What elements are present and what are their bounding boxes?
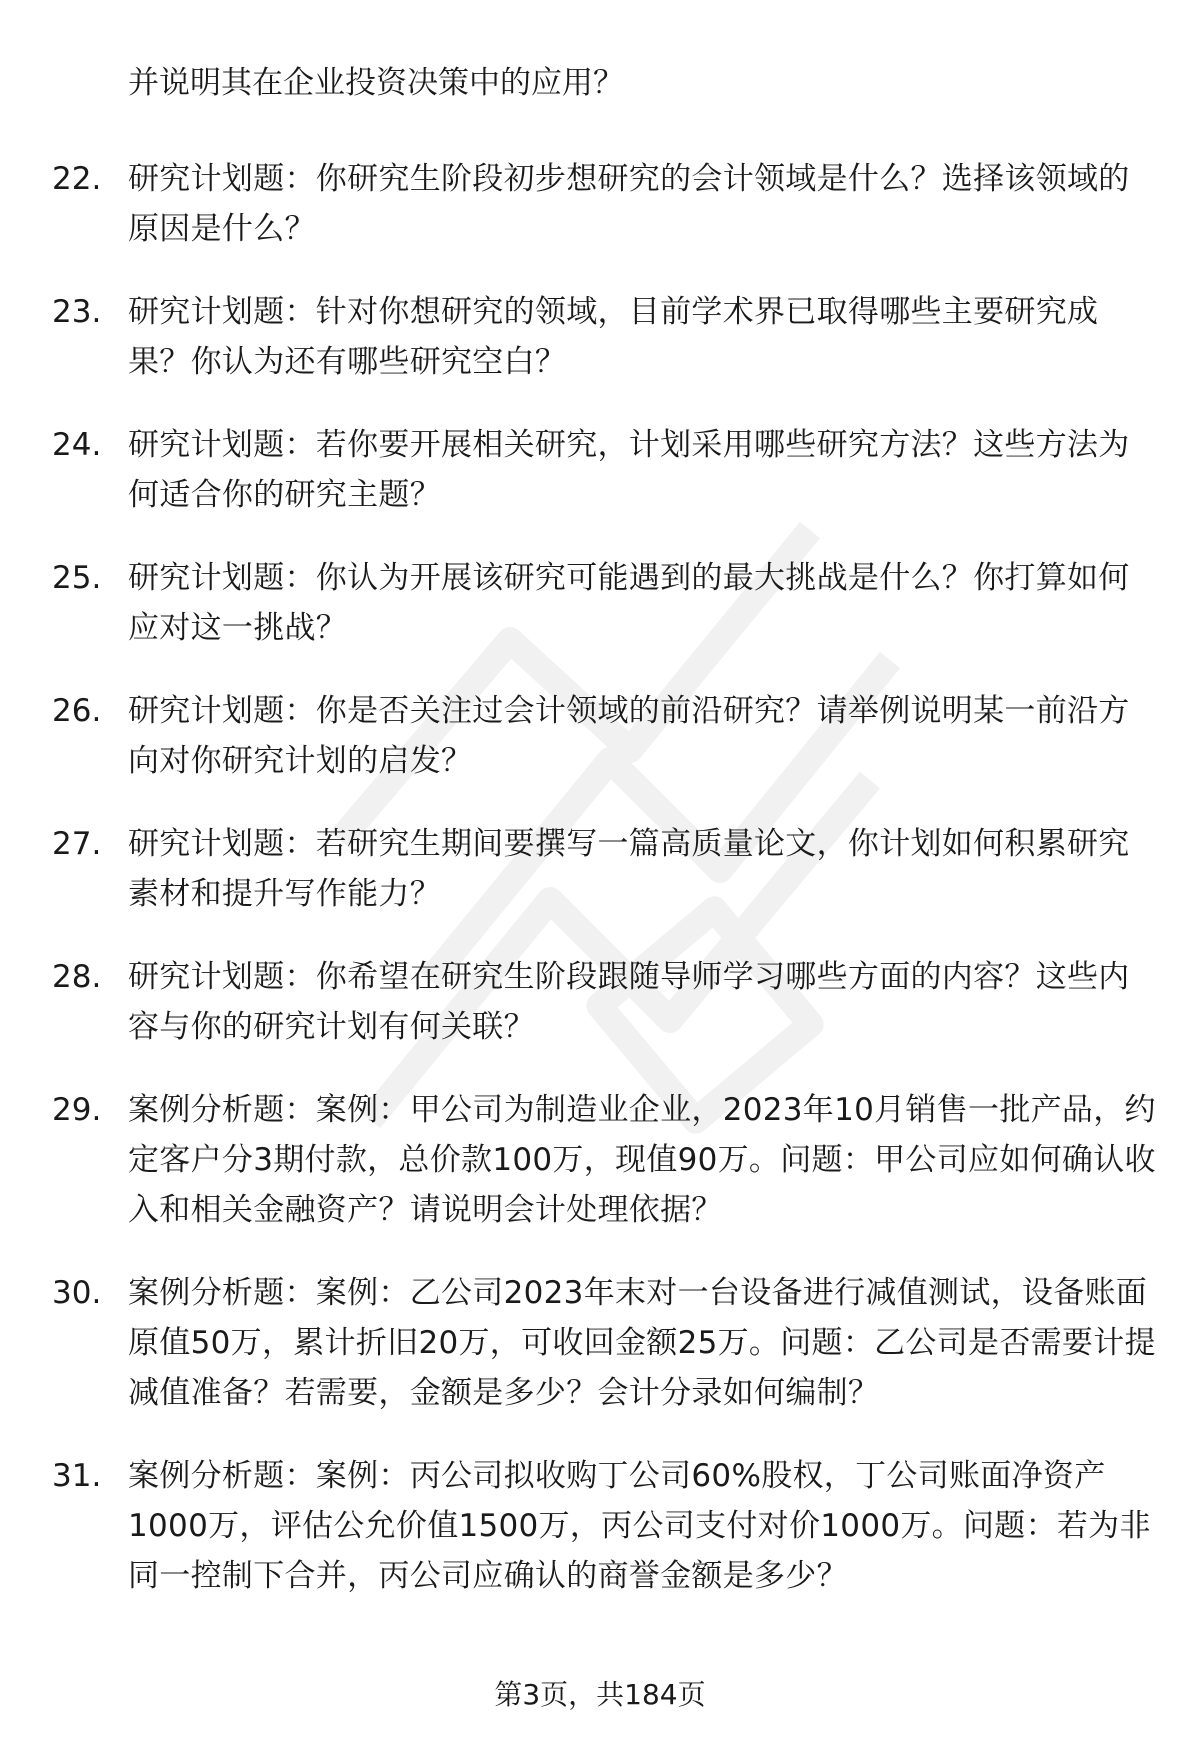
question-list [0, 154, 1200, 1634]
question-item-29 [0, 1085, 1200, 1235]
question-text: 研究计划题：若研究生期间要撰写一篇高质量论文，你计划如何积累研究素材和提升写作能力？ [128, 826, 1130, 912]
question-number: 27. [52, 826, 102, 862]
question-text: 研究计划题：你研究生阶段初步想研究的会计领域是什么？选择该领域的原因是什么？ [128, 161, 1130, 247]
question-item-24 [0, 420, 1200, 520]
question-text: 研究计划题：你认为开展该研究可能遇到的最大挑战是什么？你打算如何应对这一挑战？ [128, 560, 1130, 646]
question-item-25 [0, 553, 1200, 653]
question-number: 28. [52, 959, 102, 995]
question-number: 26. [52, 693, 102, 729]
question-item-28 [0, 952, 1200, 1052]
question-item-23 [0, 287, 1200, 387]
question-number: 23. [52, 294, 102, 330]
question-text: 案例分析题：案例：乙公司2023年末对一台设备进行减值测试，设备账面原值50万，累计折旧20万，可收回金额25万。问题：乙公司是否需要计提减值准备？若需要，金额是多少？会计分录如何编制？ [128, 1275, 1156, 1411]
question-text: 研究计划题：你是否关注过会计领域的前沿研究？请举例说明某一前沿方向对你研究计划的启发？ [128, 693, 1130, 779]
question-number: 25. [52, 560, 102, 596]
question-text: 案例分析题：案例：甲公司为制造业企业，2023年10月销售一批产品，约定客户分3期付款，总价款100万，现值90万。问题：甲公司应如何确认收入和相关金融资产？请说明会计处理依据？ [128, 1092, 1156, 1228]
continuation-text: 并说明其在企业投资决策中的应用？ [128, 65, 624, 101]
question-item-26 [0, 686, 1200, 786]
page-footer: 第3页，共184页 [494, 1678, 706, 1711]
question-number: 24. [52, 427, 102, 463]
question-item-22 [0, 154, 1200, 254]
question-number: 31. [52, 1458, 102, 1494]
question-text: 案例分析题：案例：丙公司拟收购丁公司60%股权，丁公司账面净资产1000万，评估公允价值1500万，丙公司支付对价1000万。问题：若为非同一控制下合并，丙公司应确认的商誉金额是多少？ [128, 1458, 1151, 1594]
question-text: 研究计划题：若你要开展相关研究，计划采用哪些研究方法？这些方法为何适合你的研究主题？ [128, 427, 1130, 513]
question-number: 29. [52, 1092, 102, 1128]
question-text: 研究计划题：你希望在研究生阶段跟随导师学习哪些方面的内容？这些内容与你的研究计划有何关联？ [128, 959, 1130, 1045]
question-text: 研究计划题：针对你想研究的领域，目前学术界已取得哪些主要研究成果？你认为还有哪些研究空白？ [128, 294, 1099, 380]
question-number: 30. [52, 1275, 102, 1311]
question-item-27 [0, 819, 1200, 919]
question-item-30 [0, 1268, 1200, 1418]
question-item-31 [0, 1451, 1200, 1601]
question-number: 22. [52, 161, 102, 197]
